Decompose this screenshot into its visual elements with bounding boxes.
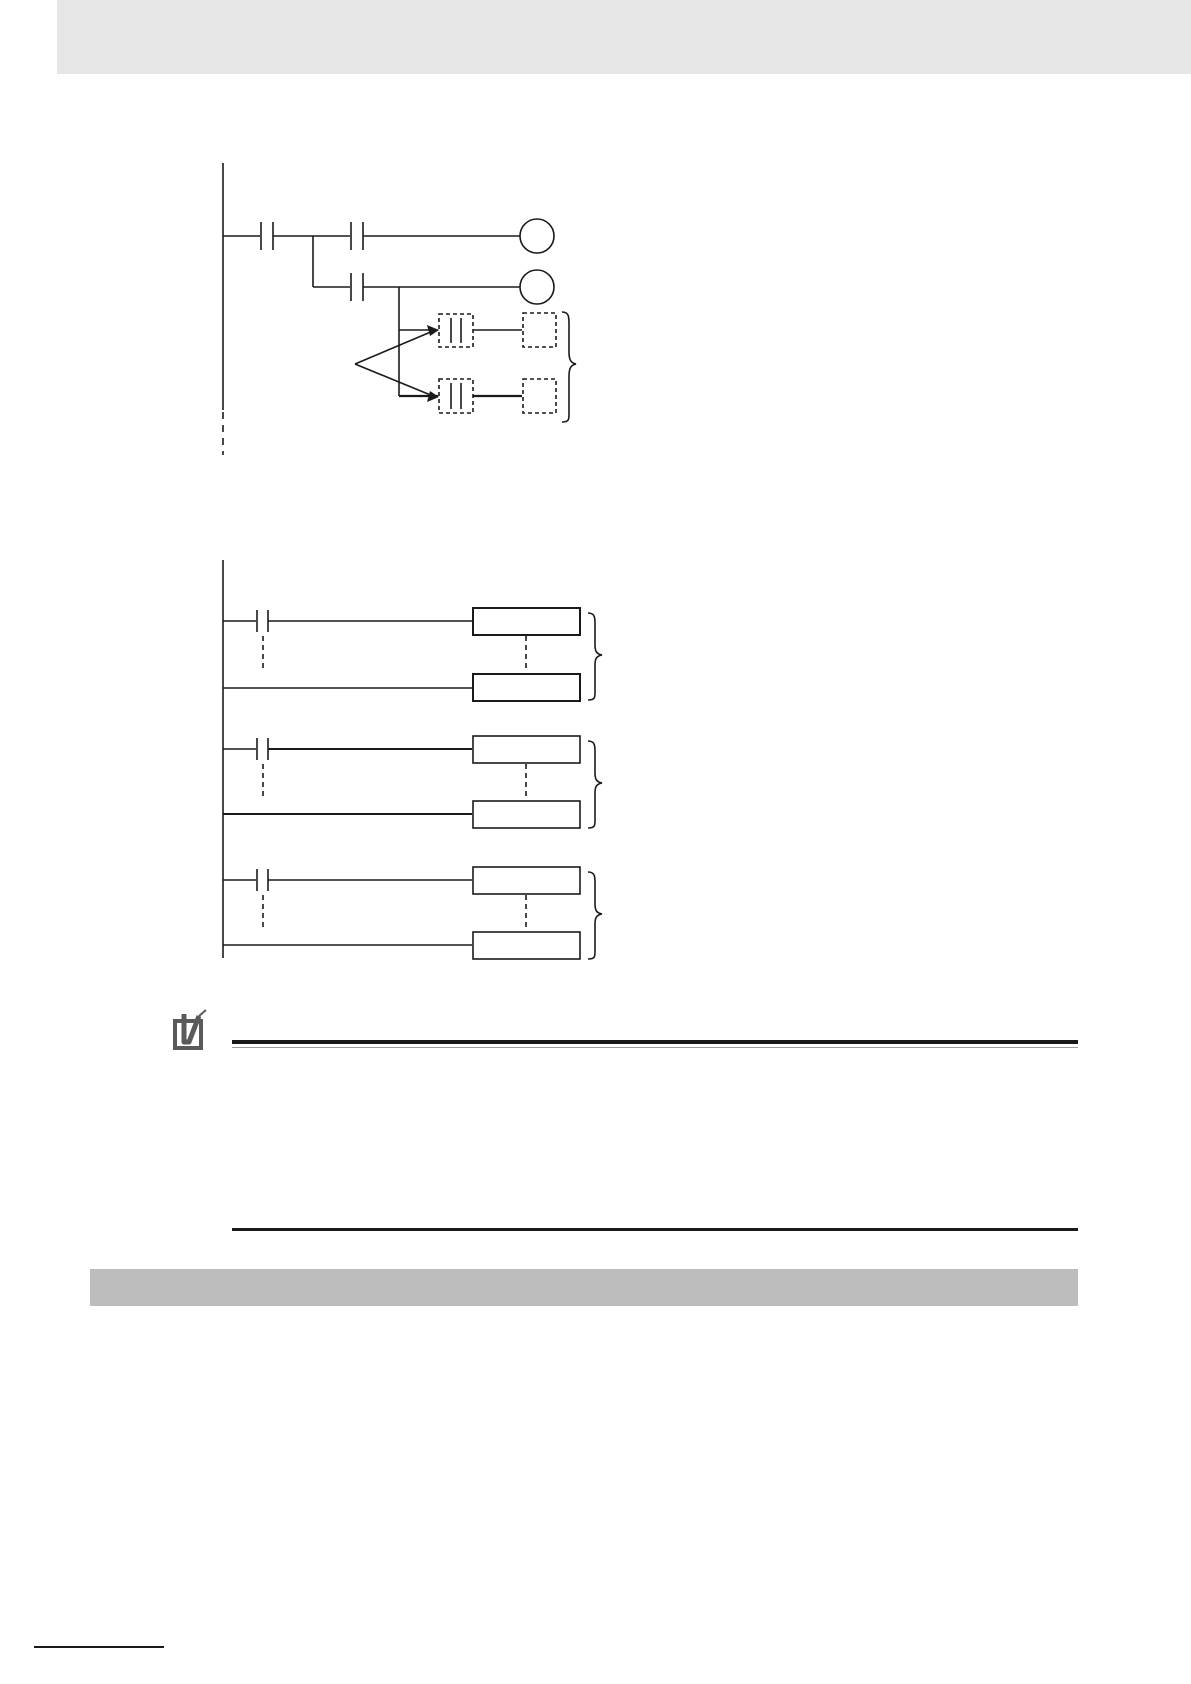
group-brace-icon [588,872,602,959]
output-coil-1 [520,219,554,253]
inserted-contact-1-frame [439,314,473,347]
callout-arrows [355,325,439,402]
instruction-box [473,932,580,959]
precautions-for-correct-use-icon [172,1008,212,1052]
instruction-box [473,674,580,701]
precautions-top-rule-underline [232,1047,1078,1048]
footer-rule [34,1646,164,1648]
arrow-to-contact-1 [355,331,433,364]
arrowhead-2-icon [427,391,439,402]
ladder-diagram-grouped-rungs [223,560,602,959]
arrow-to-contact-2 [355,364,433,396]
precautions-bottom-rule [232,1228,1078,1231]
instruction-box [473,801,580,828]
group-brace-icon [562,312,576,422]
rung-group-1 [223,608,602,701]
inserted-contact-2-frame [439,379,473,413]
group-brace-icon [588,613,602,700]
ladder-diagram-branching [223,163,576,455]
section-heading-band [90,1269,1078,1306]
inserted-output-1-frame [523,313,556,347]
instruction-box [473,608,580,635]
rung-group-2 [223,736,602,828]
rung-group-3 [223,867,602,959]
precautions-top-rule [232,1040,1078,1044]
inserted-output-2-frame [523,379,556,413]
output-coil-2 [520,270,554,304]
instruction-box [473,867,580,894]
arrowhead-1-icon [427,325,439,336]
group-brace-icon [588,741,602,828]
instruction-box [473,736,580,763]
